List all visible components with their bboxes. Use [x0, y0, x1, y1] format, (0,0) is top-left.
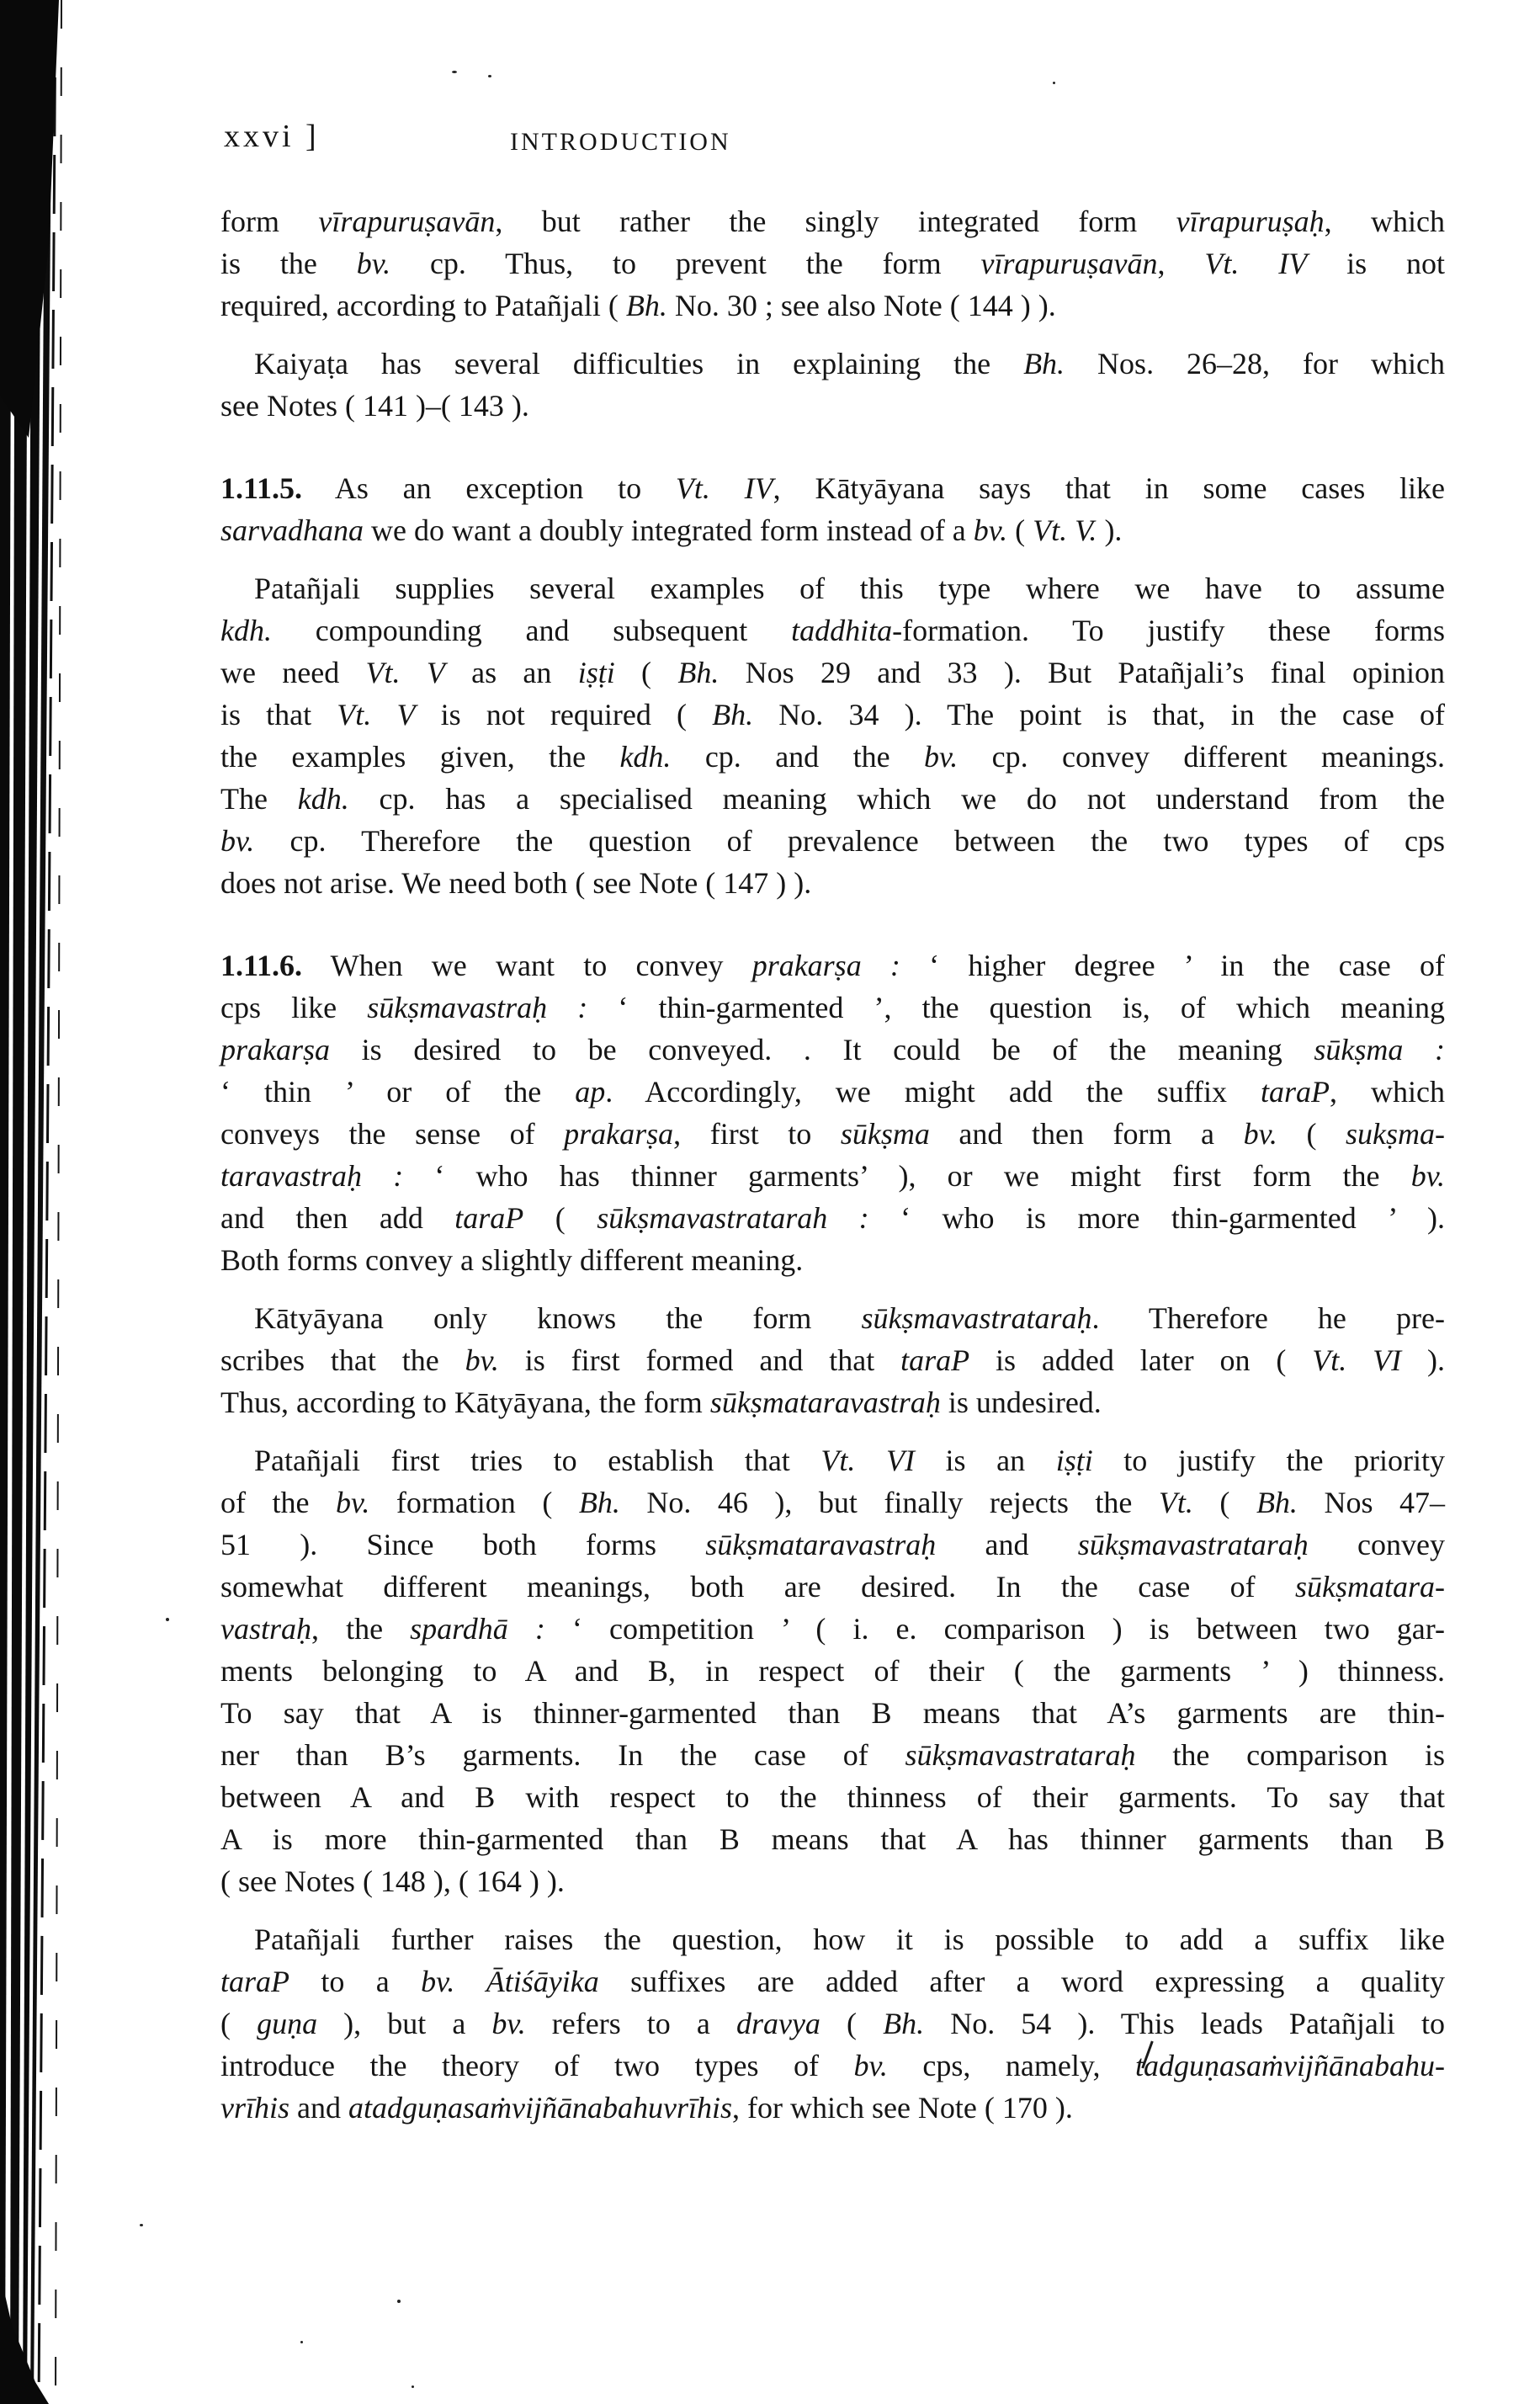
text-run: Vt. V.	[1033, 513, 1097, 547]
text-run: taddhita	[791, 614, 893, 647]
text-run: ner than B’s garments. In the case of	[220, 1738, 905, 1772]
text-run: No. 54 ). This leads Patañjali to	[924, 2007, 1445, 2040]
text-run: kdh.	[220, 614, 272, 647]
text-run: bv.	[465, 1343, 499, 1377]
text-line	[220, 1692, 1445, 1734]
text-run: No. 46 ), but finally rejects the	[619, 1486, 1159, 1519]
text-run: taravastraḥ :	[220, 1159, 404, 1193]
scan-speck	[412, 2385, 414, 2388]
text-run: Vt. VI	[820, 1444, 915, 1477]
scan-speck	[140, 2224, 143, 2226]
text-run: ), but a	[317, 2007, 492, 2040]
text-line	[220, 242, 1445, 285]
scan-speck	[452, 71, 457, 73]
text-run: (	[820, 2007, 884, 2040]
text-line	[220, 1818, 1445, 1860]
text-run: somewhat different meanings, both are desired. In the case of	[220, 1570, 1295, 1604]
text-run: Vt. IV	[1204, 247, 1308, 280]
text-run: , the	[311, 1612, 411, 1646]
text-line	[220, 567, 1445, 609]
scan-binding-artifact	[0, 0, 76, 2404]
text-line	[220, 736, 1445, 778]
text-run: the comparison is	[1135, 1738, 1445, 1772]
text-run: the examples given, the	[220, 740, 620, 774]
text-run: Vt.	[1158, 1486, 1193, 1519]
page-body	[220, 200, 1445, 2129]
text-run: sūkṣmavastratarah :	[597, 1201, 869, 1235]
text-run: , for which see Note ( 170 ).	[732, 2091, 1073, 2125]
text-run: iṣṭi	[577, 656, 615, 689]
text-run: prakarṣa :	[751, 949, 900, 982]
text-run: prakarṣa	[564, 1117, 674, 1151]
text-line	[220, 1339, 1445, 1381]
text-run: ( see Notes ( 148 ), ( 164 ) ).	[220, 1864, 565, 1898]
text-run: is not required (	[415, 698, 713, 731]
text-run: sūkṣma :	[1314, 1033, 1446, 1066]
scan-speck	[488, 75, 491, 77]
text-line	[220, 609, 1445, 652]
text-run: Nos 47–	[1297, 1486, 1445, 1519]
text-run: Vt. VI	[1312, 1343, 1402, 1377]
scan-speck	[300, 2341, 303, 2343]
text-line	[220, 1113, 1445, 1155]
scan-speck	[397, 2300, 401, 2303]
text-run: , but rather the singly integrated form	[495, 205, 1176, 238]
text-run: as an	[444, 656, 578, 689]
text-line	[220, 1297, 1445, 1339]
text-run: ‘ competition ’ ( i. e. comparison ) is between two gar-	[544, 1612, 1446, 1646]
text-run: . Therefore he pre-	[1091, 1301, 1445, 1335]
text-run: bv.	[336, 1486, 370, 1519]
text-run: sukṣma-	[1346, 1117, 1445, 1151]
text-run: sūkṣmatara-	[1295, 1570, 1445, 1604]
text-run: , Kātyāyana says that in some cases like	[773, 471, 1445, 505]
text-run: does not arise. We need both ( see Note ( 147 ) ).	[220, 866, 812, 900]
text-run: see Notes ( 141 )–( 143 ).	[220, 389, 529, 423]
text-line	[220, 1524, 1445, 1566]
text-run: compounding and subsequent	[271, 614, 792, 647]
scan-speck	[1053, 82, 1055, 84]
text-run: ‘ thin ’ or of the	[220, 1075, 576, 1109]
text-line	[220, 694, 1445, 736]
text-run: Ātiśāyika	[486, 1965, 599, 1998]
text-run: bv.	[491, 2007, 526, 2040]
text-run: dravya	[735, 2007, 820, 2040]
text-line	[220, 820, 1445, 862]
text-run: Kātyāyana only knows the form	[254, 1301, 862, 1335]
text-run: sarvadhana	[220, 513, 364, 547]
text-run: (	[614, 656, 678, 689]
text-run: Kaiyaṭa has several difficulties in explaining the	[254, 347, 1024, 380]
text-run: ,	[1157, 247, 1205, 280]
text-line	[220, 2002, 1445, 2045]
text-run: convey	[1308, 1528, 1445, 1561]
text-run: , first to	[673, 1117, 841, 1151]
text-run: of the	[220, 1486, 337, 1519]
text-run: cp. and the	[671, 740, 924, 774]
text-line	[220, 1071, 1445, 1113]
page-number: xxvi ]	[224, 119, 320, 154]
text-run: Vt. V	[337, 698, 416, 731]
text-run: Bh.	[625, 289, 667, 322]
text-run: between A and B with respect to the thinness of their garments. To say that	[220, 1780, 1445, 1814]
text-run: Vt. V	[365, 656, 445, 689]
text-line	[220, 200, 1445, 242]
text-line	[220, 778, 1445, 820]
text-run: As an exception to	[302, 471, 676, 505]
text-line	[220, 343, 1445, 385]
text-run: suffixes are added after a word expressing a quality	[598, 1965, 1446, 1998]
text-line	[220, 2045, 1445, 2087]
text-run: No. 34 ). The point is that, in the case of	[753, 698, 1446, 731]
text-run: and then add	[220, 1201, 455, 1235]
text-run: Patañjali further raises the question, how it is possible to add a suffix like	[254, 1923, 1445, 1956]
text-run: taraP	[454, 1201, 524, 1235]
text-run: vīrapuruṣavān	[980, 247, 1158, 280]
text-run: The	[220, 782, 298, 816]
text-run: cp. Thus, to prevent the form	[390, 247, 981, 280]
text-run: -formation. To justify these forms	[892, 614, 1445, 647]
text-run: taraP	[220, 1965, 290, 1998]
text-run: When we want to convey	[302, 949, 752, 982]
text-line	[220, 1776, 1445, 1818]
text-run: 51 ). Since both forms	[220, 1528, 706, 1561]
text-line	[220, 1860, 1445, 1902]
text-run: , which	[1330, 1075, 1446, 1109]
text-line	[220, 1239, 1445, 1281]
paragraph	[220, 1918, 1445, 2129]
text-run: and	[936, 1528, 1078, 1561]
text-run: spardhā :	[410, 1612, 545, 1646]
text-run: sūkṣmataravastraḥ	[709, 1385, 941, 1419]
text-run: kdh.	[619, 740, 672, 774]
text-run: Nos 29 and 33 ). But Patañjali’s final opinion	[719, 656, 1445, 689]
text-run: 1.11.5.	[220, 471, 303, 505]
text-run: atadguṇasaṁvijñānabahuvrīhis	[348, 2091, 732, 2125]
text-run: is not	[1307, 247, 1446, 280]
text-run: Bh.	[712, 698, 754, 731]
text-run: is that	[220, 698, 337, 731]
text-run: Bh.	[677, 656, 720, 689]
text-run: we need	[220, 656, 366, 689]
text-run: refers to a	[525, 2007, 736, 2040]
text-line	[220, 509, 1445, 551]
text-run: bv.	[973, 513, 1008, 547]
text-run: and	[289, 2091, 348, 2125]
text-run: ap	[575, 1075, 606, 1109]
text-run: Thus, according to Kātyāyana, the form	[220, 1385, 710, 1419]
paragraph	[220, 567, 1445, 904]
text-run: cps, namely,	[887, 2049, 1136, 2082]
text-run: ‘ who is more thin-garmented ’ ).	[868, 1201, 1445, 1235]
text-run: bv.	[356, 247, 391, 280]
text-run: (	[1277, 1117, 1346, 1151]
paragraph	[220, 343, 1445, 427]
text-line	[220, 987, 1445, 1029]
text-run: sūkṣmavastrataraḥ	[1077, 1528, 1309, 1561]
text-run: bv.	[220, 824, 255, 858]
paragraph	[220, 1439, 1445, 1902]
text-run: sūkṣma	[840, 1117, 930, 1151]
text-run: Nos. 26–28, for which	[1065, 347, 1445, 380]
text-run: is undesired.	[940, 1385, 1102, 1419]
text-run: ).	[1097, 513, 1123, 547]
text-run: bv.	[853, 2049, 888, 2082]
text-run: cp. has a specialised meaning which we do not understand from the	[348, 782, 1446, 816]
text-run: Patañjali first tries to establish that	[254, 1444, 821, 1477]
text-run: sūkṣmavastraḥ :	[367, 991, 588, 1024]
text-run: to justify the priority	[1092, 1444, 1445, 1477]
text-line	[220, 385, 1445, 427]
text-run: ments belonging to A and B, in respect of their ( the garments ’ ) thinness.	[220, 1654, 1445, 1688]
text-line	[220, 1650, 1445, 1692]
text-run: taraP	[1261, 1075, 1330, 1109]
text-line	[220, 1918, 1445, 1960]
text-run: A is more thin-garmented than B means that A has thinner garments than B	[220, 1822, 1445, 1856]
text-run: is first formed and that	[498, 1343, 901, 1377]
text-line	[220, 1481, 1445, 1524]
text-run: No. 30 ; see also Note ( 144 ) ).	[666, 289, 1056, 322]
paragraph	[220, 200, 1445, 327]
text-line	[220, 652, 1445, 694]
text-line	[220, 1197, 1445, 1239]
text-run: , which	[1324, 205, 1446, 238]
section-paragraph	[220, 944, 1445, 1281]
text-run: form	[220, 205, 319, 238]
text-line	[220, 1029, 1445, 1071]
text-run: and then form a	[929, 1117, 1244, 1151]
text-line	[220, 1155, 1445, 1197]
text-run: ‘ thin-garmented ’, the question is, of which meaning	[587, 991, 1446, 1024]
text-run: sūkṣmataravastraḥ	[705, 1528, 937, 1561]
text-run: is added later on (	[969, 1343, 1313, 1377]
text-run: to a	[289, 1965, 422, 1998]
text-line	[220, 1381, 1445, 1423]
text-run: ‘ higher degree ’ in the case of	[900, 949, 1445, 982]
text-run: Bh.	[1256, 1486, 1298, 1519]
text-run: ‘ who has thinner garments’ ), or we might first form the	[403, 1159, 1411, 1193]
text-run: is desired to be conveyed. . It could be of the meaning	[330, 1033, 1314, 1066]
text-run: iṣṭi	[1055, 1444, 1093, 1477]
section-paragraph	[220, 467, 1445, 551]
text-run: Bh.	[1023, 347, 1065, 380]
text-run: . Accordingly, we might add the suffix	[605, 1075, 1261, 1109]
text-run: Both forms convey a slightly different meaning.	[220, 1243, 804, 1277]
text-run: formation (	[369, 1486, 579, 1519]
text-run: introduce the theory of two types of	[220, 2049, 854, 2082]
text-run: prakarṣa	[220, 1033, 331, 1066]
text-run: Bh.	[883, 2007, 925, 2040]
text-line	[220, 1960, 1445, 2002]
text-run: 1.11.6.	[220, 949, 303, 982]
text-run: vrīhis	[220, 2091, 290, 2125]
text-run: Patañjali supplies several examples of this type where we have to assume	[254, 572, 1445, 605]
text-run: bv.	[1243, 1117, 1277, 1151]
text-run: bv.	[421, 1965, 455, 1998]
text-run: taraP	[900, 1343, 970, 1377]
text-line	[220, 2087, 1445, 2129]
text-run: required, according to Patañjali (	[220, 289, 626, 322]
text-run: we do want a doubly integrated form instead of a	[364, 513, 974, 547]
text-line	[220, 1608, 1445, 1650]
text-run: Bh.	[578, 1486, 620, 1519]
text-run: vīrapuruṣaḥ	[1176, 205, 1325, 238]
text-line	[220, 1566, 1445, 1608]
text-run: is the	[220, 247, 357, 280]
text-run: conveys the sense of	[220, 1117, 565, 1151]
text-run: sūkṣmavastrataraḥ	[861, 1301, 1092, 1335]
text-run: ).	[1401, 1343, 1446, 1377]
text-run: (	[1192, 1486, 1256, 1519]
text-run: sūkṣmavastrataraḥ	[905, 1738, 1136, 1772]
text-run: is an	[914, 1444, 1056, 1477]
text-run: (	[523, 1201, 597, 1235]
text-run: cp. Therefore the question of prevalence between the two types of cps	[254, 824, 1445, 858]
text-run: kdh.	[297, 782, 349, 816]
text-run: (	[220, 2007, 258, 2040]
text-run: vīrapuruṣavān	[318, 205, 496, 238]
text-run: cps like	[220, 991, 368, 1024]
text-run: bv.	[1410, 1159, 1445, 1193]
scan-speck	[166, 1618, 169, 1621]
text-run: Vt. IV	[675, 471, 773, 505]
text-run: vastraḥ	[220, 1612, 311, 1646]
text-line	[220, 862, 1445, 904]
text-line	[220, 1734, 1445, 1776]
text-line	[220, 944, 1445, 987]
paragraph	[220, 1297, 1445, 1423]
text-run: cp. convey different meanings.	[958, 740, 1445, 774]
text-line	[220, 285, 1445, 327]
text-line	[220, 467, 1445, 509]
text-run	[454, 1965, 486, 1998]
text-run: bv.	[923, 740, 959, 774]
text-run: (	[1007, 513, 1033, 547]
text-run: tadguṇasaṁvijñānabahu-	[1135, 2049, 1445, 2082]
text-line	[220, 1439, 1445, 1481]
text-run: guṇa	[257, 2007, 318, 2040]
text-run: To say that A is thinner-garmented than B means that A’s garments are thin-	[220, 1696, 1445, 1730]
text-run: scribes that the	[220, 1343, 465, 1377]
page-title: INTRODUCTION	[510, 128, 731, 156]
